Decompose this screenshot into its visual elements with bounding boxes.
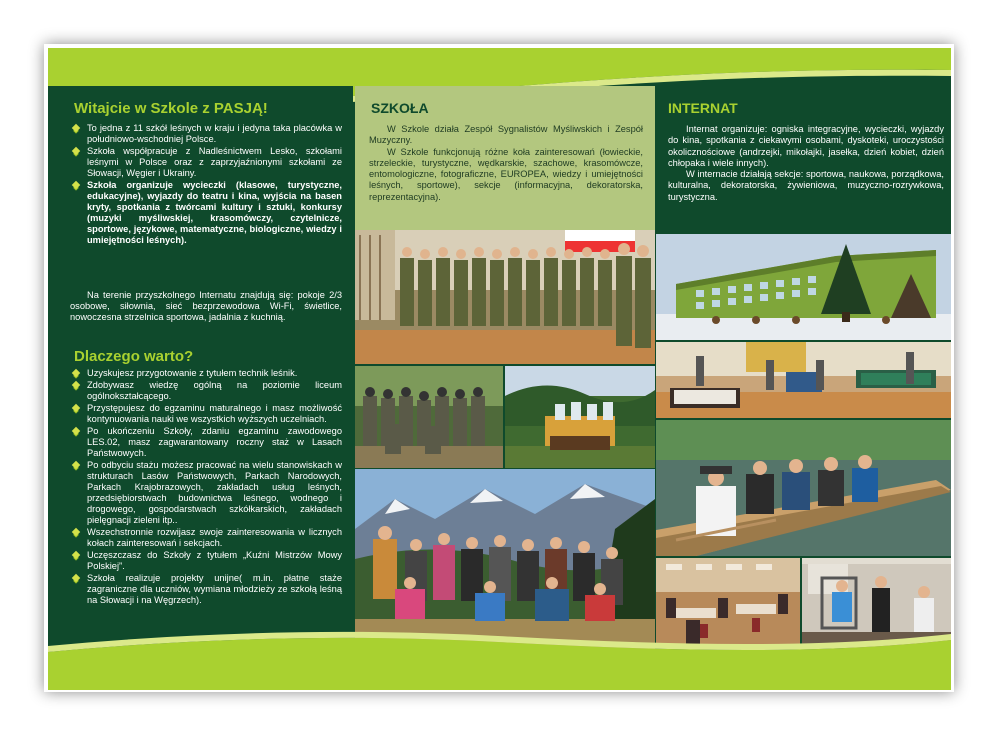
photo-river-rafting xyxy=(656,420,951,556)
photo-games-room xyxy=(656,342,951,418)
photo-paintball-group xyxy=(355,366,503,468)
welcome-list-item: To jedna z 11 szkół leśnych w kraju i jedyna taka placówka w południowo-wschodniej Polsce. xyxy=(70,123,342,145)
school-title: SZKOŁA xyxy=(371,100,429,116)
photo-uniformed-students xyxy=(355,230,655,364)
why-list-item: Szkoła realizuje projekty unijne( m.in. płatne staże zagraniczne dla uczniów, wymiana młodzieży ze szkołą leśną na Słowacji i na Węgrzech). xyxy=(70,573,342,606)
internat-paragraph: Na terenie przyszkolnego Internatu znajdują się: pokoje 2/3 osobowe, siłownia, sieć bezprzewodowa Wi-Fi, świetlice, nowoczesna strzelnica sportowa, jadalnia z kuchnią. xyxy=(70,290,342,322)
welcome-list-item: Szkoła współpracuje z Nadleśnictwem Lesko, szkołami leśnymi w Polsce oraz z zaprzyjaźnionymi szkołami ze Słowacji, Węgier i Ukrainy. xyxy=(70,146,342,179)
photo-mountain-group xyxy=(355,469,655,649)
welcome-title: Witajcie w Szkole z PASJĄ! xyxy=(74,100,268,117)
internat-text xyxy=(668,124,944,203)
why-list-item: Po ukończeniu Szkoły, zdaniu egzaminu zawodowego LES.02, masz zagwarantowany roczny staż w Lasach Państwowych. xyxy=(70,426,342,459)
why-title: Dlaczego warto? xyxy=(74,348,194,365)
left-column xyxy=(48,86,353,646)
photo-forest-vehicle xyxy=(505,366,655,468)
why-list xyxy=(70,368,342,607)
internat-section xyxy=(656,86,951,234)
internat-title: INTERNAT xyxy=(668,100,738,116)
internat-paragraph: Internat organizuje: ogniska integracyjne, wycieczki, wyjazdy do kina, spotkania z ciekawymi osobami, dyskoteki, uroczystości okolicznościowe (andrzejki, mikołajki, jasełka, dzień kobiet, dzień chłopaka i wiele innych). xyxy=(668,124,944,168)
bottom-wave-decoration xyxy=(48,630,951,690)
why-list-item: Uzyskujesz przygotowanie z tytułem technik leśnik. xyxy=(70,368,342,379)
school-section xyxy=(355,86,655,230)
welcome-list xyxy=(70,123,342,247)
photo-internat-building xyxy=(656,234,951,340)
internat-paragraph: W internacie działają sekcje: sportowa, naukowa, porządkowa, kulturalna, dekoratorska, żywieniowa, muzyczno-rozrywkowa, turystyczna. xyxy=(668,169,944,202)
welcome-list-item: Szkoła organizuje wycieczki (klasowe, turystyczne, edukacyjne), wyjazdy do teatru i kina, wyjścia na basen kryty, spotkania z twórcami kultury i sztuki, konkursy (muzyki myśliwskiej, krasomówczy, czytelnicze, sportowe, językowe, matematyczne, biologiczne, wiedzy i umiejętności leśnych). xyxy=(70,180,342,246)
why-list-item: Wszechstronnie rozwijasz swoje zainteresowania w licznych kołach zainteresowań i sekcjach. xyxy=(70,527,342,549)
why-list-item: Uczęszczasz do Szkoły z tytułem „Kuźni Mistrzów Mowy Polskiej”. xyxy=(70,550,342,572)
school-text xyxy=(369,124,643,203)
why-list-item: Po odbyciu stażu możesz pracować na wielu stanowiskach w strukturach Lasów Państwowych, Parkach Narodowych, Parkach Krajobrazowych, zakładach usług leśnych, przedsiębiorstwach budownictwa leśnego, wodnego i drogowego, gospodarstwach szkółkarskich, zakładach pielęgnacji zieleni itp.. xyxy=(70,460,342,526)
why-list-item: Zdobywasz wiedzę ogólną na poziomie liceum ogólnokształcącego. xyxy=(70,380,342,402)
brochure-spread xyxy=(48,48,951,690)
why-list-item: Przystępujesz do egzaminu maturalnego i masz możliwość kontynuowania nauki we wszystkich wyższych uczelniach. xyxy=(70,403,342,425)
school-paragraph: W Szkole funkcjonują różne koła zainteresowań (łowieckie, strzeleckie, turystyczne, wędkarskie, szachowe, krasomówcze, entomologiczne, fotograficzne, EUROPEA, wiedzy i umiejętności leśnych, sportowe), sekcje (informacyjna, dekoratorska, reprezentacyjna). xyxy=(369,146,643,202)
school-paragraph: W Szkole działa Zespół Sygnalistów Myśliwskich i Zespół Muzyczny. xyxy=(369,124,643,146)
